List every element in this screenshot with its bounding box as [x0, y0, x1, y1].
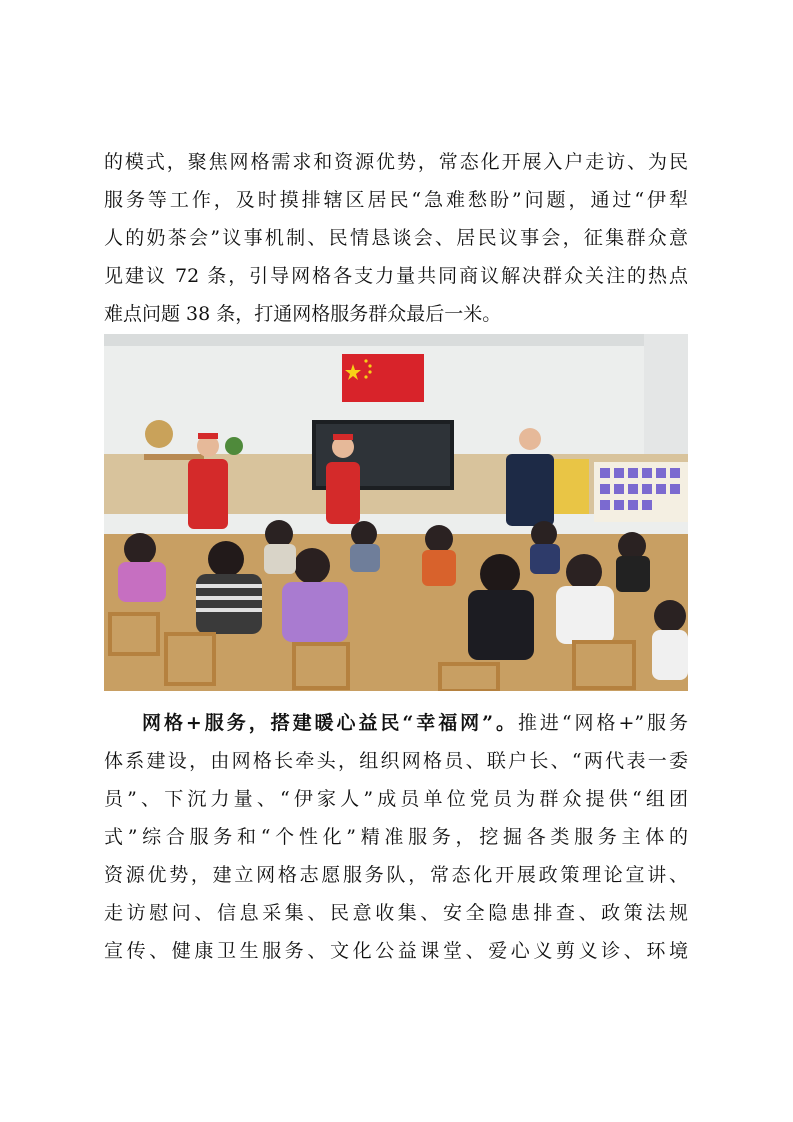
paragraph-text: 推进“网格+”服务 [517, 712, 688, 734]
paragraph-line: 资源优势，建立网格志愿服务队，常态化开展政策理论宣讲、 [104, 864, 688, 886]
paragraph-line: 服务等工作，及时摸排辖区居民“急难愁盼”问题，通过“伊犁 [104, 189, 688, 211]
classroom-photo [104, 334, 688, 691]
paragraph-line: 式”综合服务和“个性化”精准服务，挖掘各类服务主体的 [104, 826, 688, 848]
paragraph-line: 人的奶茶会”议事机制、民情恳谈会、居民议事会，征集群众意 [104, 227, 688, 249]
paragraph-line: 见建议 72 条，引导网格各支力量共同商议解决群众关注的热点 [104, 265, 688, 287]
paragraph-line: 宣传、健康卫生服务、文化公益课堂、爱心义剪义诊、环境 [104, 940, 688, 962]
paragraph-line [104, 704, 688, 742]
paragraph-line: 体系建设，由网格长牵头，组织网格员、联户长、“两代表一委 [104, 750, 688, 772]
paragraph-line: 的模式，聚焦网格需求和资源优势，常态化开展入户走访、为民 [104, 151, 688, 173]
paragraph-line: 员”、下沉力量、“伊家人”成员单位党员为群众提供“组团 [104, 788, 688, 810]
paragraph-line: 难点问题 38 条，打通网格服务群众最后一米。 [104, 303, 502, 325]
section-heading: 网格+服务，搭建暖心益民“幸福网”。 [142, 712, 518, 734]
paragraph-line: 走访慰问、信息采集、民意收集、安全隐患排查、政策法规 [104, 902, 688, 924]
paragraph-1 [104, 143, 688, 333]
paragraph-2 [104, 704, 688, 970]
